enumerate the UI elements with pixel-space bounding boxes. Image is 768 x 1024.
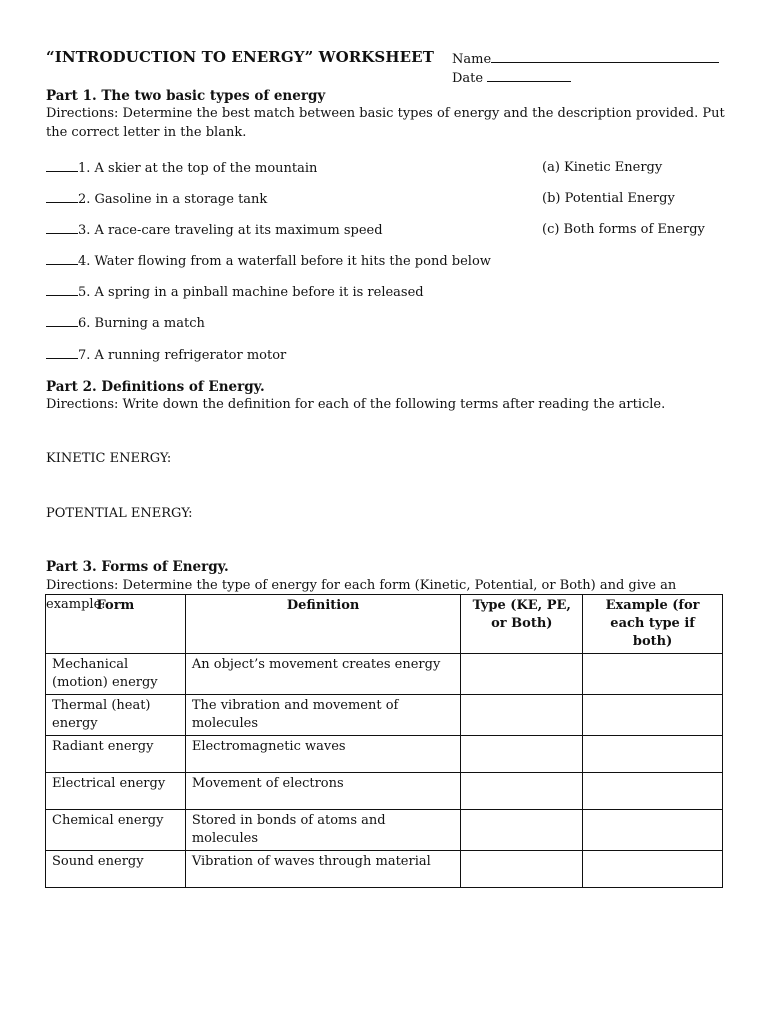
type-answer-cell[interactable] [461,654,583,695]
form-cell: Thermal (heat) energy [46,695,186,736]
date-field[interactable] [452,68,571,88]
question-text: 1. A skier at the top of the mountain [78,161,318,176]
answer-blank[interactable] [46,283,78,296]
table-row [46,654,723,695]
example-answer-cell[interactable] [583,654,723,695]
question-4 [46,252,491,271]
answer-blank[interactable] [46,314,78,327]
form-cell: Chemical energy [46,810,186,851]
form-cell: Radiant energy [46,736,186,773]
question-text: 2. Gasoline in a storage tank [78,192,268,207]
table-row [46,773,723,810]
potential-energy-term: POTENTIAL ENERGY: [46,506,193,521]
date-blank[interactable] [487,68,571,82]
question-3 [46,221,383,240]
table-row [46,695,723,736]
form-cell: Electrical energy [46,773,186,810]
name-label: Name [452,52,492,67]
answer-blank[interactable] [46,190,78,203]
type-answer-cell[interactable] [461,736,583,773]
question-6 [46,314,205,333]
question-7 [46,346,286,365]
form-cell: Mechanical (motion) energy [46,654,186,695]
kinetic-energy-term: KINETIC ENERGY: [46,451,172,466]
question-text: 4. Water flowing from a waterfall before it hits the pond below [78,254,491,269]
question-2 [46,190,267,209]
option-b: (b) Potential Energy [542,191,675,206]
part3-heading: Part 3. Forms of Energy. [46,559,229,575]
example-answer-cell[interactable] [583,851,723,888]
part1-directions: Directions: Determine the best match between basic types of energy and the description provided. Put the correct letter in the blank. [46,106,725,140]
table-header-row [46,595,723,654]
type-answer-cell[interactable] [461,773,583,810]
worksheet-title: “INTRODUCTION TO ENERGY” WORKSHEET [46,48,434,66]
question-text: 3. A race-care traveling at its maximum speed [78,223,383,238]
table-row [46,810,723,851]
question-text: 6. Burning a match [78,316,205,331]
form-cell: Sound energy [46,851,186,888]
option-a: (a) Kinetic Energy [542,160,663,175]
column-header-definition: Definition [185,595,461,654]
table-row [46,736,723,773]
example-answer-cell[interactable] [583,810,723,851]
column-header-type: Type (KE, PE, or Both) [461,595,583,654]
type-answer-cell[interactable] [461,695,583,736]
type-answer-cell[interactable] [461,810,583,851]
part3-directions: Directions: Determine the type of energy for each form (Kinetic, Potential, or Both) and give an example. [46,578,677,612]
type-answer-cell[interactable] [461,851,583,888]
example-answer-cell[interactable] [583,773,723,810]
answer-blank[interactable] [46,252,78,265]
part2-heading: Part 2. Definitions of Energy. [46,379,265,395]
option-c: (c) Both forms of Energy [542,222,705,237]
forms-of-energy-table [45,594,723,888]
example-answer-cell[interactable] [583,695,723,736]
definition-cell: The vibration and movement of molecules [185,695,461,736]
question-5 [46,283,424,302]
answer-blank[interactable] [46,221,78,234]
definition-cell: Vibration of waves through material [185,851,461,888]
name-blank[interactable] [491,49,719,63]
part2-directions: Directions: Write down the definition for each of the following terms after reading the article. [46,397,666,412]
date-label: Date [452,71,484,86]
answer-blank[interactable] [46,159,78,172]
column-header-example: Example (for each type if both) [583,595,723,654]
column-header-form: Form [46,595,186,654]
part1-heading: Part 1. The two basic types of energy [46,88,326,104]
definition-cell: Electromagnetic waves [185,736,461,773]
question-text: 5. A spring in a pinball machine before it is released [78,285,424,300]
definition-cell: Stored in bonds of atoms and molecules [185,810,461,851]
example-answer-cell[interactable] [583,736,723,773]
table-row [46,851,723,888]
definition-cell: Movement of electrons [185,773,461,810]
question-text: 7. A running refrigerator motor [78,348,287,363]
answer-blank[interactable] [46,346,78,359]
name-field[interactable] [452,49,719,69]
definition-cell: An object’s movement creates energy [185,654,461,695]
question-1 [46,159,317,178]
